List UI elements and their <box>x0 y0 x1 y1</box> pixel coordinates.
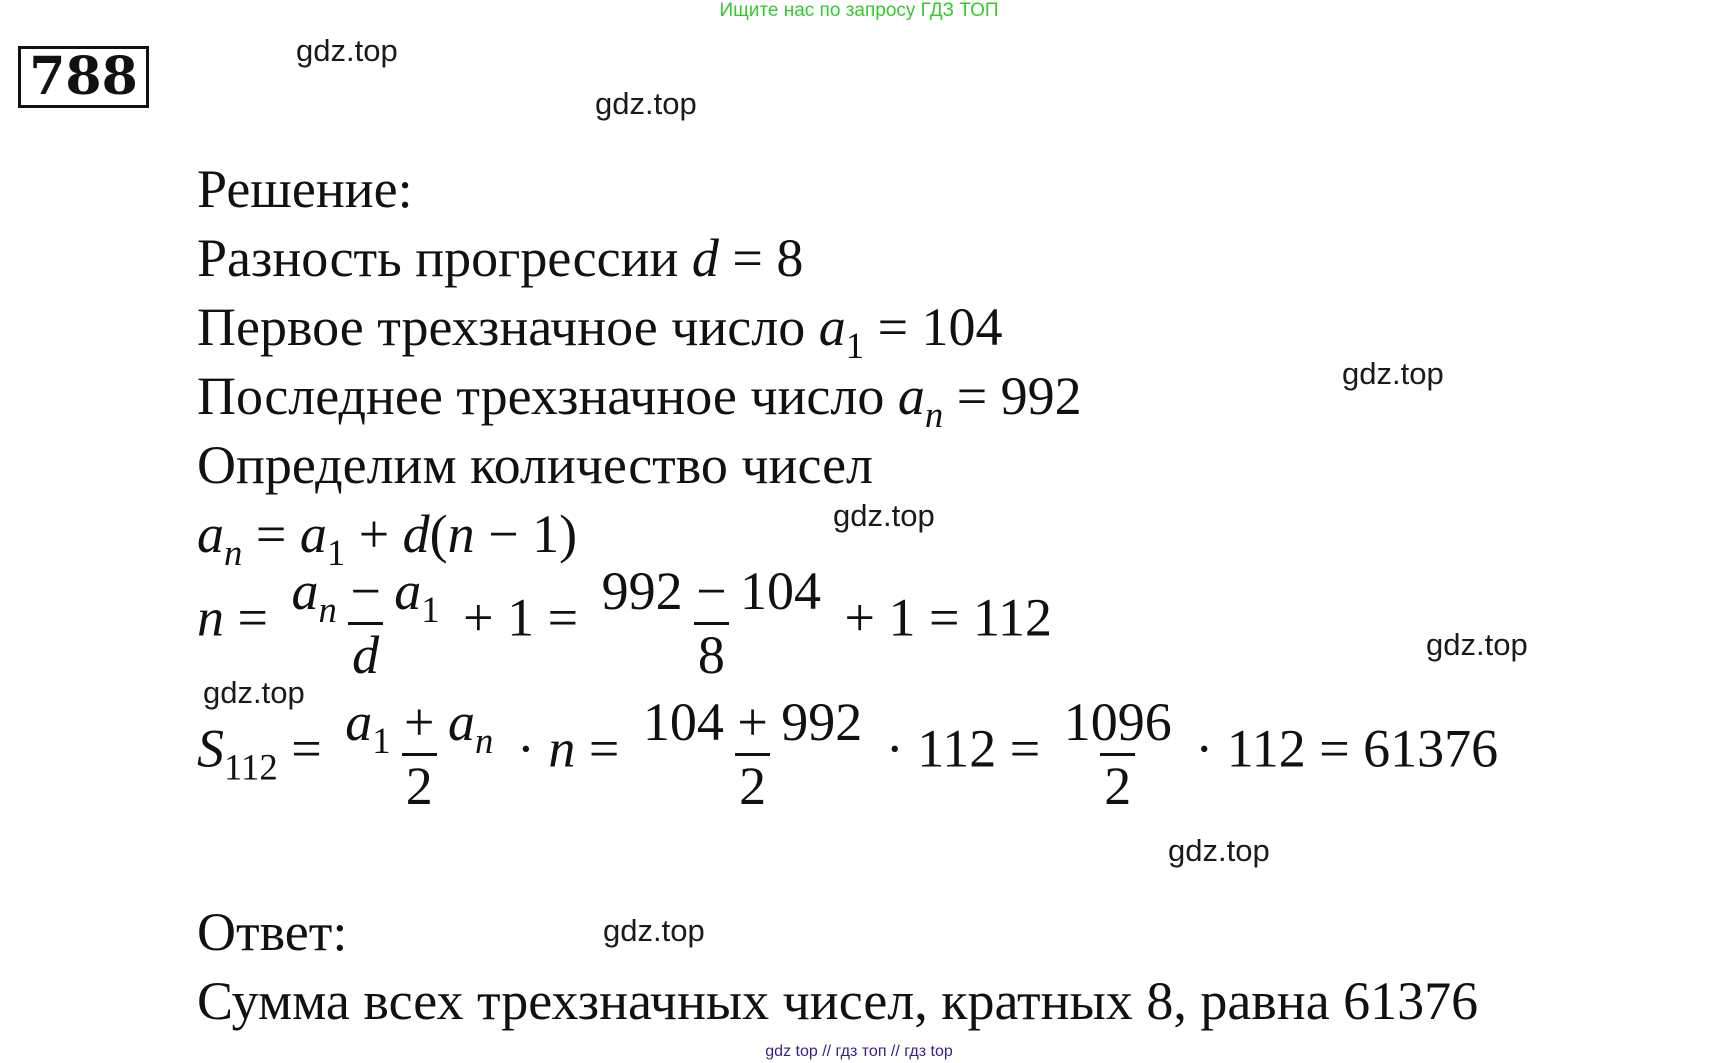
variable-a: a <box>897 366 925 426</box>
fraction-denominator: 2 <box>402 753 437 815</box>
first-number-value: = 104 <box>877 297 1003 357</box>
variable-a: a <box>291 561 319 621</box>
plus-sign: + <box>404 692 435 752</box>
variable-n: n <box>197 587 224 648</box>
fraction-numerator <box>341 692 497 761</box>
watermark: gdz.top <box>1426 627 1528 662</box>
equals-sign: = <box>588 718 620 779</box>
variable-a: a <box>345 692 373 752</box>
fraction-numerator <box>287 561 443 630</box>
subscript-1: 1 <box>372 719 391 761</box>
watermark: gdz.top <box>296 33 398 68</box>
fraction-1096-over-2 <box>1060 694 1176 814</box>
subscript-112: 112 <box>224 746 278 788</box>
fraction-104-plus-992-over-2 <box>639 694 866 814</box>
variable-a: a <box>197 504 224 564</box>
variable-d: d <box>402 504 430 564</box>
variable-a: a <box>818 297 846 357</box>
subscript-n: n <box>318 588 337 630</box>
subscript-1: 1 <box>421 588 440 630</box>
variable-a: a <box>299 504 327 564</box>
fraction-denominator: d <box>348 622 383 684</box>
difference-value: = 8 <box>732 228 804 288</box>
fraction-992-minus-104-over-8 <box>598 563 825 683</box>
fraction-numerator: 1096 <box>1063 692 1172 752</box>
minus-sign: − <box>488 504 519 564</box>
answer-text: Сумма всех трехзначных чисел, кратных 8, равна 61376 <box>197 971 1479 1031</box>
variable-a: a <box>394 561 422 621</box>
fraction-denominator: 8 <box>694 622 729 684</box>
first-number-text: Первое трехзначное число <box>197 297 806 357</box>
equals-sign: = <box>291 718 322 779</box>
n-calculation <box>197 563 1052 683</box>
last-number-line <box>197 364 1082 435</box>
last-number-text: Последнее трехзначное число <box>197 366 885 426</box>
solution-heading: Решение: <box>197 159 413 219</box>
difference-text: Разность прогрессии <box>197 228 679 288</box>
nth-term-formula <box>197 502 578 573</box>
dot-operator: · <box>516 718 535 779</box>
last-number-value: = 992 <box>956 366 1082 426</box>
subscript-n: n <box>475 719 494 761</box>
fraction-denominator: 2 <box>1100 753 1135 815</box>
variable-a: a <box>448 692 476 752</box>
variable-n: n <box>548 718 576 779</box>
plus-one-equals: + 1 = <box>463 587 579 648</box>
subscript-n: n <box>924 393 944 435</box>
watermark: gdz.top <box>833 498 935 533</box>
subscript-1: 1 <box>845 324 865 366</box>
fraction-an-minus-a1-over-d <box>287 563 443 683</box>
equals-sign: = <box>255 504 287 564</box>
watermark: gdz.top <box>203 675 305 710</box>
count-label: Определим количество чисел <box>197 435 874 495</box>
number-1: 1 <box>532 504 560 564</box>
subscript-1: 1 <box>326 531 346 573</box>
search-banner: Ищите нас по запросу ГДЗ ТОП <box>719 0 999 21</box>
watermark: gdz.top <box>1168 833 1270 868</box>
difference-line <box>197 226 803 290</box>
equals-sign: = <box>237 587 268 648</box>
sum-result: · 112 = 61376 <box>1195 718 1499 779</box>
fraction-numerator: 992 − 104 <box>601 561 822 621</box>
n-result: + 1 = 112 <box>844 587 1052 648</box>
fraction-numerator: 104 + 992 <box>642 692 863 752</box>
first-number-line <box>197 295 1003 366</box>
close-paren: ) <box>559 504 578 564</box>
variable-s: S <box>197 718 224 779</box>
variable-n: n <box>447 504 475 564</box>
open-paren: ( <box>429 504 448 564</box>
fraction-a1-plus-an-over-2 <box>341 694 497 814</box>
subscript-n: n <box>224 531 243 573</box>
watermark: gdz.top <box>1342 356 1444 391</box>
watermark: gdz.top <box>603 913 705 948</box>
answer-heading: Ответ: <box>197 902 348 962</box>
variable-d: d <box>691 228 719 288</box>
fraction-denominator: 2 <box>735 753 770 815</box>
times-112-equals: · 112 = <box>885 718 1041 779</box>
problem-number: 788 <box>18 46 149 108</box>
watermark: gdz.top <box>595 86 697 121</box>
plus-sign: + <box>358 504 390 564</box>
footer-links: gdz top // гдз топ // гдз top <box>765 1043 953 1060</box>
sum-calculation <box>197 694 1498 814</box>
minus-sign: − <box>350 561 381 621</box>
